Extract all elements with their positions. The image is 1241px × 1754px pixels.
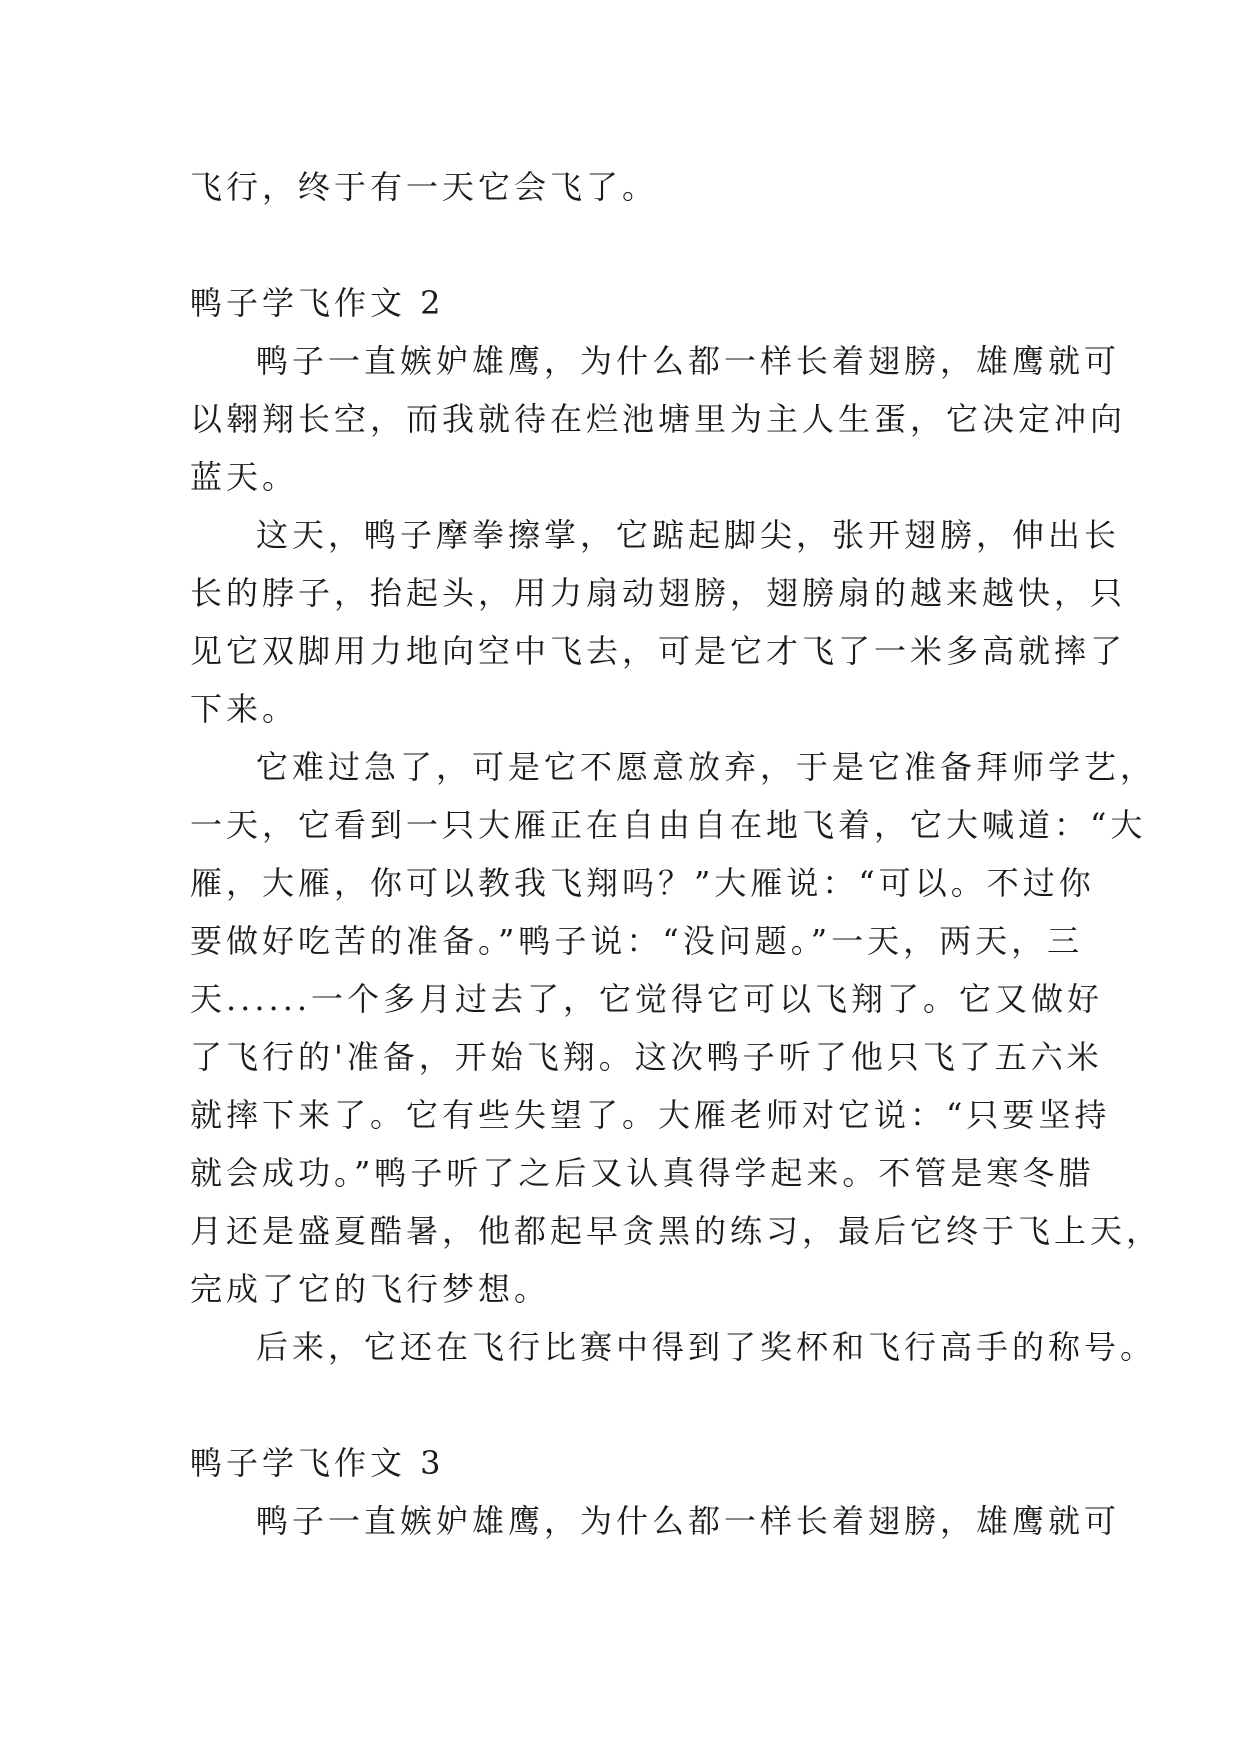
paragraph-line: 要做好吃苦的准备。”鸭子说：“没问题。”一天，两天，三 bbox=[190, 922, 1084, 960]
paragraph-line: 以翱翔长空，而我就待在烂池塘里为主人生蛋，它决定冲向 bbox=[190, 400, 1127, 438]
paragraph-line: 完成了它的飞行梦想。 bbox=[190, 1270, 551, 1308]
paragraph bbox=[190, 332, 1127, 506]
paragraph-line: 鸭子一直嫉妒雄鹰，为什么都一样长着翅膀，雄鹰就可 bbox=[256, 1502, 1121, 1540]
paragraph bbox=[190, 1318, 1157, 1376]
section-heading-2: 鸭子学飞作文 2 bbox=[190, 284, 445, 322]
document-body bbox=[190, 158, 1163, 1550]
paragraph-line: 蓝天。 bbox=[190, 458, 299, 496]
section-gap bbox=[190, 216, 1050, 274]
paragraph-line: 了飞行的'准备，开始飞翔。这次鸭子听了他只飞了五六米 bbox=[190, 1038, 1103, 1076]
paragraph-line: 就会成功。”鸭子听了之后又认真得学起来。不管是寒冬腊 bbox=[190, 1154, 1095, 1192]
paragraph-line: 鸭子一直嫉妒雄鹰，为什么都一样长着翅膀，雄鹰就可 bbox=[256, 342, 1121, 380]
paragraph-line: 一天，它看到一只大雁正在自由自在地飞着，它大喊道：“大 bbox=[190, 806, 1147, 844]
paragraph-line: 见它双脚用力地向空中飞去，可是它才飞了一米多高就摔了 bbox=[190, 632, 1127, 670]
paragraph-line: 月还是盛夏酷暑，他都起早贪黑的练习，最后它终于飞上天， bbox=[190, 1212, 1163, 1250]
paragraph-line: 下来。 bbox=[190, 690, 299, 728]
paragraph-line: 它难过急了，可是它不愿意放弃，于是它准备拜师学艺， bbox=[256, 748, 1157, 786]
paragraph-line: 雁，大雁，你可以教我飞翔吗？”大雁说：“可以。不过你 bbox=[190, 864, 1095, 902]
paragraph-line: 就摔下来了。它有些失望了。大雁老师对它说：“只要坚持 bbox=[190, 1096, 1111, 1134]
paragraph-line: 后来，它还在飞行比赛中得到了奖杯和飞行高手的称号。 bbox=[256, 1328, 1157, 1366]
paragraph-line: 这天，鸭子摩拳擦掌，它踮起脚尖，张开翅膀，伸出长 bbox=[256, 516, 1121, 554]
paragraph-line: 长的脖子，抬起头，用力扇动翅膀，翅膀扇的越来越快，只 bbox=[190, 574, 1127, 612]
paragraph bbox=[190, 738, 1163, 1318]
paragraph bbox=[190, 1492, 1121, 1550]
continuation-line: 飞行，终于有一天它会飞了。 bbox=[190, 168, 659, 206]
paragraph-line: 天......一个多月过去了，它觉得它可以飞翔了。它又做好 bbox=[190, 980, 1104, 1018]
section-gap bbox=[190, 1376, 1050, 1434]
section-heading-3: 鸭子学飞作文 3 bbox=[190, 1444, 445, 1482]
paragraph bbox=[190, 506, 1127, 738]
